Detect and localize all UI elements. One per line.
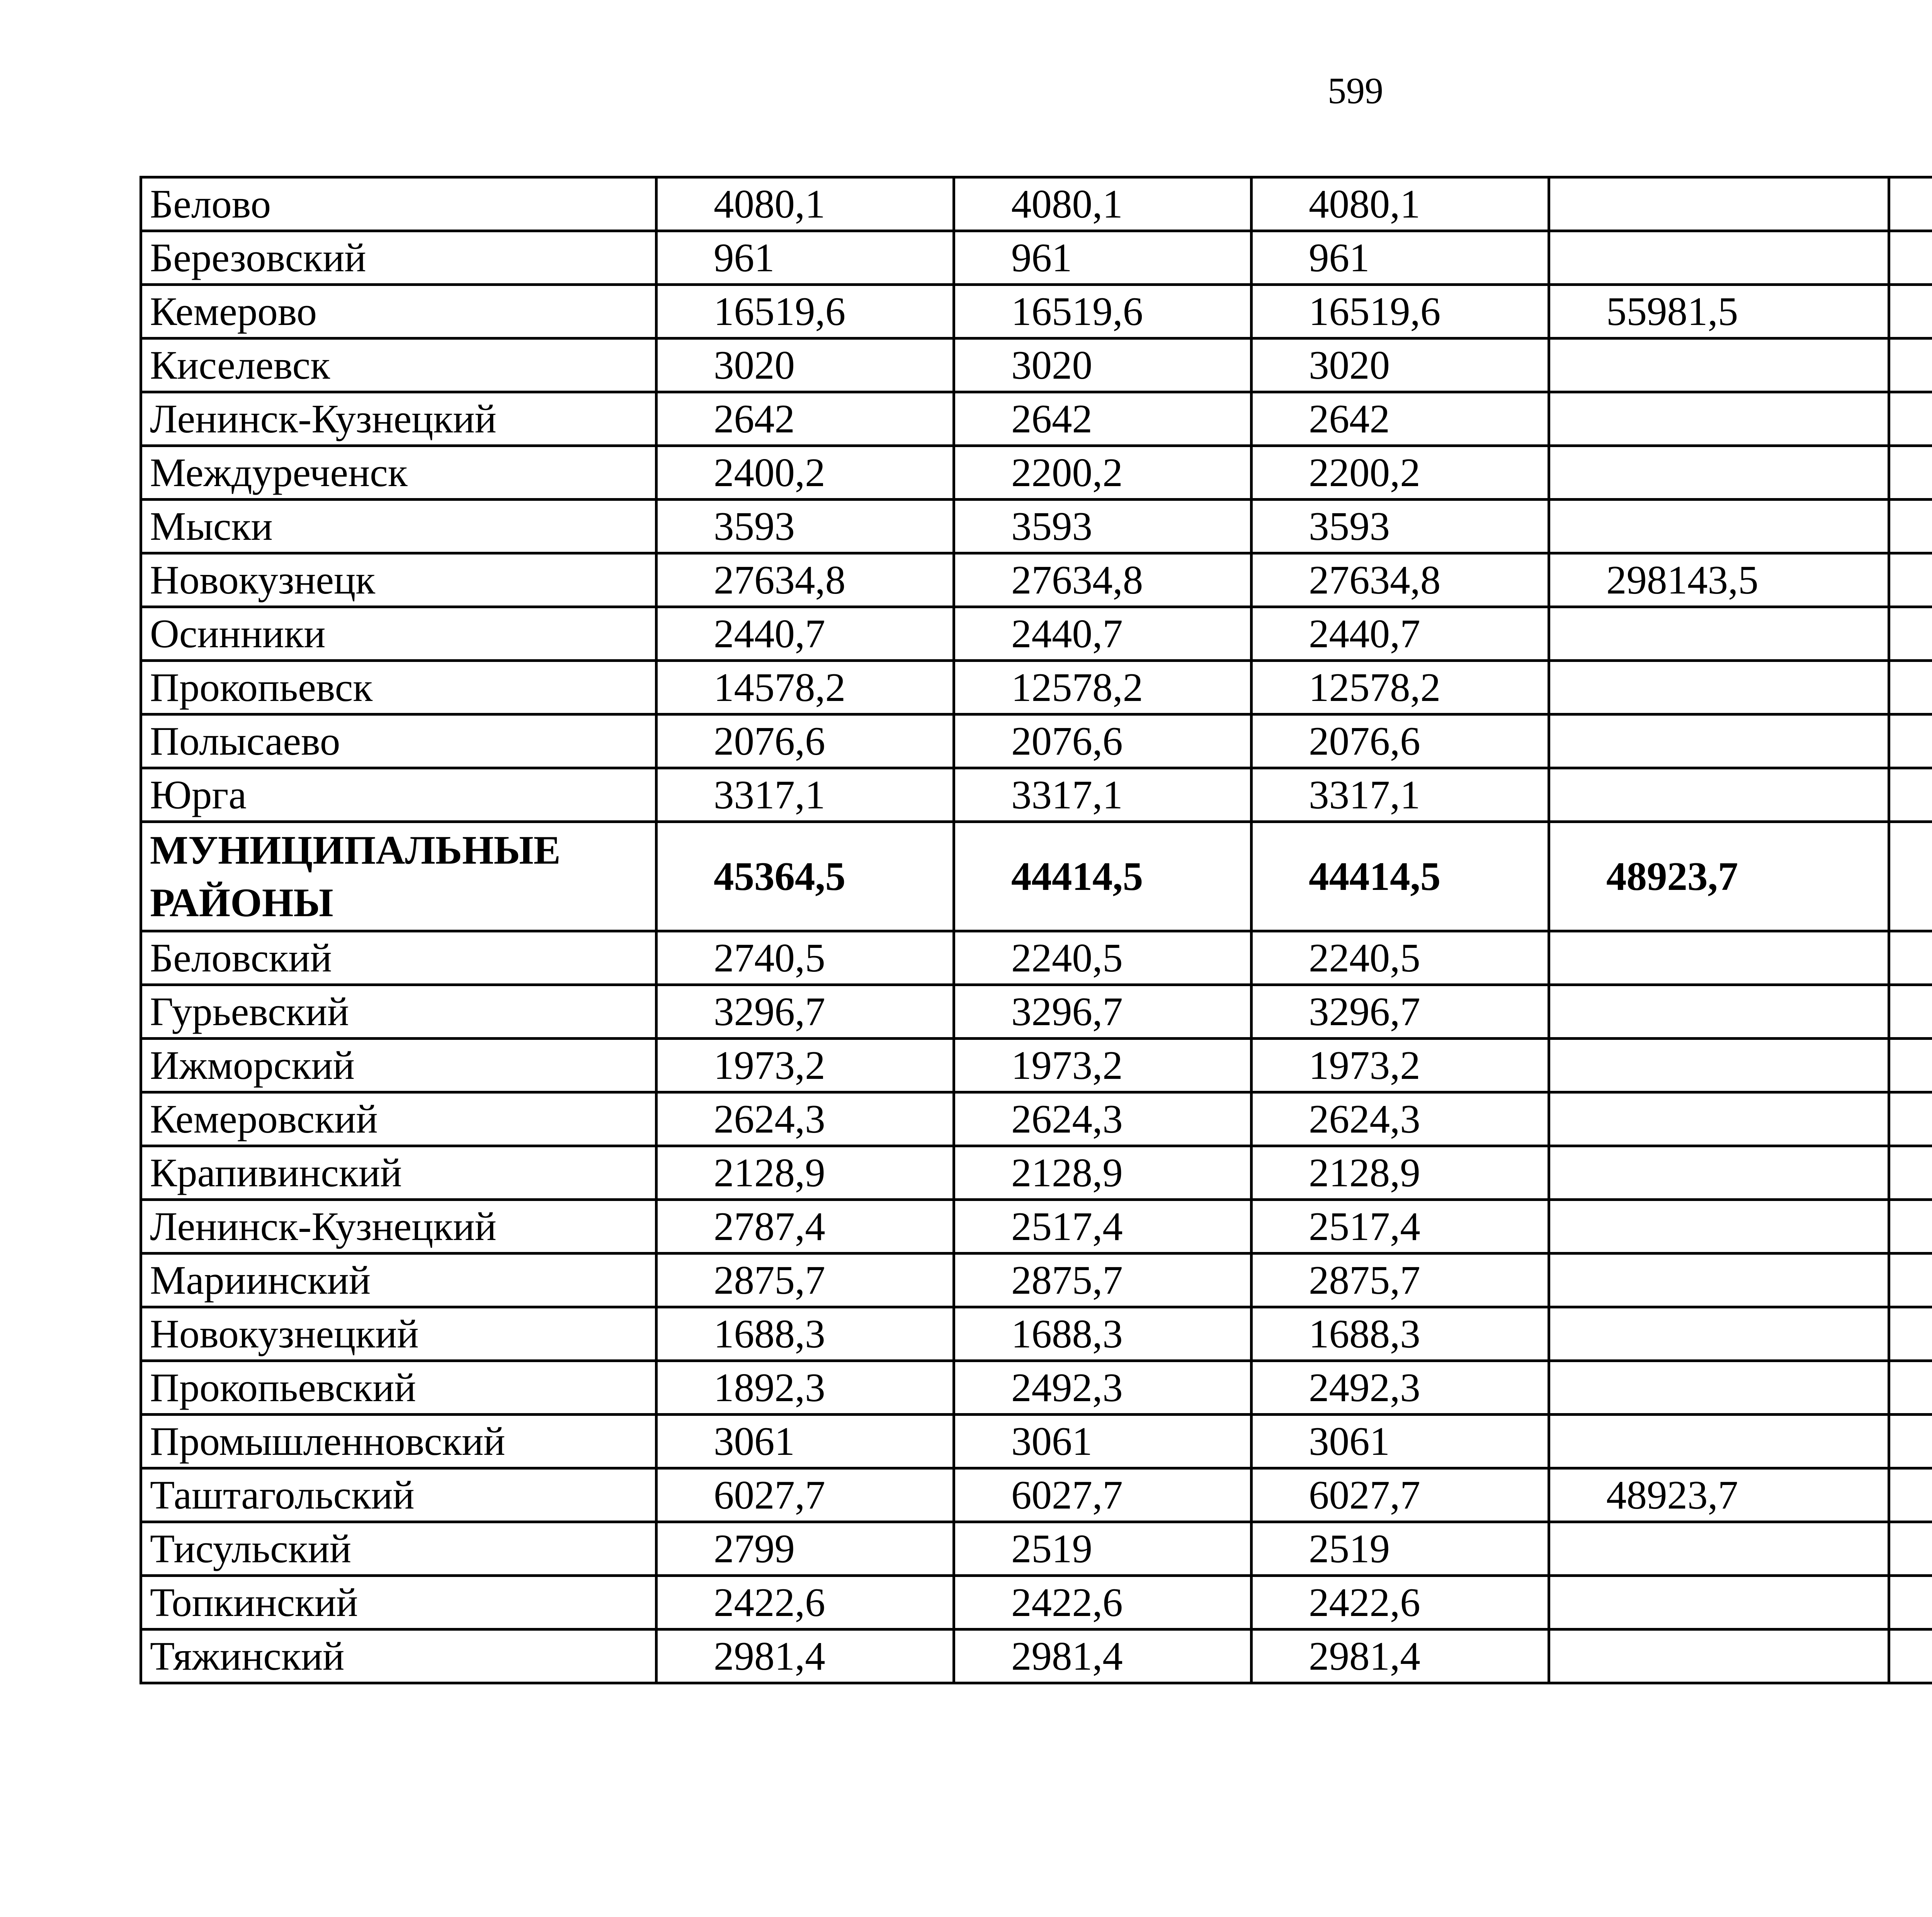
value-cell-col-4 xyxy=(1549,177,1889,231)
value-cell-col-4: 55981,5 xyxy=(1549,285,1889,338)
value-cell-col-1: 3020 xyxy=(656,338,954,392)
value-cell-col-5 xyxy=(1889,500,1932,553)
value-cell-col-4: 48923,7 xyxy=(1549,822,1889,931)
table-row xyxy=(141,553,1932,607)
row-name-cell: МУНИЦИПАЛЬНЫЕ РАЙОНЫ xyxy=(141,822,656,931)
row-name-cell: Междуреченск xyxy=(141,446,656,500)
value-cell-col-4 xyxy=(1549,1630,1889,1683)
value-cell-col-5 xyxy=(1889,1361,1932,1415)
value-cell-col-5 xyxy=(1889,1200,1932,1254)
value-cell-col-2: 961 xyxy=(954,231,1252,285)
value-cell-col-1: 2440,7 xyxy=(656,607,954,661)
value-cell-col-4 xyxy=(1549,1576,1889,1630)
row-name-cell: Мариинский xyxy=(141,1254,656,1307)
table-row xyxy=(141,1522,1932,1576)
value-cell-col-3: 2440,7 xyxy=(1252,607,1549,661)
value-cell-col-3: 3317,1 xyxy=(1252,768,1549,822)
value-cell-col-4 xyxy=(1549,500,1889,553)
value-cell-col-4 xyxy=(1549,1092,1889,1146)
value-cell-col-3: 2517,4 xyxy=(1252,1200,1549,1254)
value-cell-col-4 xyxy=(1549,985,1889,1039)
value-cell-col-1: 2740,5 xyxy=(656,931,954,985)
value-cell-col-1: 1892,3 xyxy=(656,1361,954,1415)
value-cell-col-1: 1973,2 xyxy=(656,1039,954,1092)
value-cell-col-3: 2624,3 xyxy=(1252,1092,1549,1146)
value-cell-col-2: 2422,6 xyxy=(954,1576,1252,1630)
row-name-cell: Киселевск xyxy=(141,338,656,392)
value-cell-col-2: 2200,2 xyxy=(954,446,1252,500)
value-cell-col-4 xyxy=(1549,392,1889,446)
value-cell-col-2: 2240,5 xyxy=(954,931,1252,985)
table-row xyxy=(141,446,1932,500)
value-cell-col-5 xyxy=(1889,1307,1932,1361)
value-cell-col-2: 12578,2 xyxy=(954,661,1252,714)
row-name-cell: Березовский xyxy=(141,231,656,285)
value-cell-col-3: 44414,5 xyxy=(1252,822,1549,931)
value-cell-col-1: 1688,3 xyxy=(656,1307,954,1361)
value-cell-col-1: 4080,1 xyxy=(656,177,954,231)
value-cell-col-3: 2200,2 xyxy=(1252,446,1549,500)
value-cell-col-2: 3061 xyxy=(954,1415,1252,1468)
value-cell-col-5 xyxy=(1889,714,1932,768)
value-cell-col-5 xyxy=(1889,1415,1932,1468)
value-cell-col-2: 27634,8 xyxy=(954,553,1252,607)
table-row xyxy=(141,1307,1932,1361)
table-body xyxy=(141,177,1932,1683)
row-name-cell: Белово xyxy=(141,177,656,231)
value-cell-col-5 xyxy=(1889,1254,1932,1307)
value-cell-col-1: 3317,1 xyxy=(656,768,954,822)
value-cell-col-3: 3020 xyxy=(1252,338,1549,392)
row-name-cell: Ленинск-Кузнецкий xyxy=(141,392,656,446)
value-cell-col-5 xyxy=(1889,661,1932,714)
value-cell-col-2: 3020 xyxy=(954,338,1252,392)
table-row xyxy=(141,607,1932,661)
value-cell-col-1: 16519,6 xyxy=(656,285,954,338)
row-name-cell: Осинники xyxy=(141,607,656,661)
table-row xyxy=(141,931,1932,985)
value-cell-col-2: 2517,4 xyxy=(954,1200,1252,1254)
row-name-cell: Ленинск-Кузнецкий xyxy=(141,1200,656,1254)
row-name-cell: Тисульский xyxy=(141,1522,656,1576)
table-row xyxy=(141,1254,1932,1307)
value-cell-col-1: 2642 xyxy=(656,392,954,446)
value-cell-col-1: 2400,2 xyxy=(656,446,954,500)
value-cell-col-4 xyxy=(1549,661,1889,714)
table-row xyxy=(141,1361,1932,1415)
value-cell-col-2: 2076,6 xyxy=(954,714,1252,768)
value-cell-col-1: 2128,9 xyxy=(656,1146,954,1200)
value-cell-col-1: 2981,4 xyxy=(656,1630,954,1683)
table-row xyxy=(141,1200,1932,1254)
row-name-cell: Прокопьевский xyxy=(141,1361,656,1415)
value-cell-col-4: 48923,7 xyxy=(1549,1468,1889,1522)
row-name-cell: Таштагольский xyxy=(141,1468,656,1522)
value-cell-col-1: 45364,5 xyxy=(656,822,954,931)
value-cell-col-3: 4080,1 xyxy=(1252,177,1549,231)
value-cell-col-3: 961 xyxy=(1252,231,1549,285)
value-cell-col-4 xyxy=(1549,714,1889,768)
value-cell-col-4 xyxy=(1549,931,1889,985)
table-row xyxy=(141,714,1932,768)
row-name-cell: Кемеровский xyxy=(141,1092,656,1146)
value-cell-col-5 xyxy=(1889,177,1932,231)
value-cell-col-3: 2981,4 xyxy=(1252,1630,1549,1683)
table-row xyxy=(141,285,1932,338)
row-name-cell: Юрга xyxy=(141,768,656,822)
value-cell-col-4: 298143,5 xyxy=(1549,553,1889,607)
value-cell-col-4 xyxy=(1549,1522,1889,1576)
row-name-cell: Крапивинский xyxy=(141,1146,656,1200)
value-cell-col-5 xyxy=(1889,1522,1932,1576)
value-cell-col-2: 4080,1 xyxy=(954,177,1252,231)
row-name-cell: Кемерово xyxy=(141,285,656,338)
table-row xyxy=(141,661,1932,714)
table-row-section-total xyxy=(141,822,1932,931)
value-cell-col-2: 2440,7 xyxy=(954,607,1252,661)
value-cell-col-2: 2492,3 xyxy=(954,1361,1252,1415)
table-row xyxy=(141,231,1932,285)
data-table xyxy=(139,176,1932,1684)
value-cell-col-3: 6027,7 xyxy=(1252,1468,1549,1522)
row-name-cell: Ижморский xyxy=(141,1039,656,1092)
value-cell-col-4 xyxy=(1549,231,1889,285)
value-cell-col-2: 3296,7 xyxy=(954,985,1252,1039)
value-cell-col-4 xyxy=(1549,768,1889,822)
value-cell-col-5 xyxy=(1889,1146,1932,1200)
value-cell-col-5 xyxy=(1889,985,1932,1039)
value-cell-col-1: 2875,7 xyxy=(656,1254,954,1307)
value-cell-col-2: 2875,7 xyxy=(954,1254,1252,1307)
value-cell-col-5 xyxy=(1889,931,1932,985)
table-row xyxy=(141,1146,1932,1200)
value-cell-col-5 xyxy=(1889,553,1932,607)
table-row xyxy=(141,1039,1932,1092)
value-cell-col-1: 3296,7 xyxy=(656,985,954,1039)
table-row xyxy=(141,500,1932,553)
value-cell-col-5 xyxy=(1889,607,1932,661)
value-cell-col-3: 12578,2 xyxy=(1252,661,1549,714)
value-cell-col-4 xyxy=(1549,338,1889,392)
table-row xyxy=(141,768,1932,822)
value-cell-col-3: 2128,9 xyxy=(1252,1146,1549,1200)
value-cell-col-2: 1973,2 xyxy=(954,1039,1252,1092)
value-cell-col-2: 6027,7 xyxy=(954,1468,1252,1522)
row-name-cell: Полысаево xyxy=(141,714,656,768)
value-cell-col-1: 2422,6 xyxy=(656,1576,954,1630)
value-cell-col-2: 2642 xyxy=(954,392,1252,446)
table-row xyxy=(141,1415,1932,1468)
value-cell-col-5 xyxy=(1889,338,1932,392)
row-name-cell: Топкинский xyxy=(141,1576,656,1630)
value-cell-col-2: 44414,5 xyxy=(954,822,1252,931)
value-cell-col-5 xyxy=(1889,1576,1932,1630)
value-cell-col-4 xyxy=(1549,1200,1889,1254)
value-cell-col-1: 2799 xyxy=(656,1522,954,1576)
value-cell-col-3: 2076,6 xyxy=(1252,714,1549,768)
table-row xyxy=(141,338,1932,392)
value-cell-col-3: 3593 xyxy=(1252,500,1549,553)
value-cell-col-2: 2519 xyxy=(954,1522,1252,1576)
value-cell-col-5 xyxy=(1889,285,1932,338)
value-cell-col-4 xyxy=(1549,1415,1889,1468)
value-cell-col-3: 2875,7 xyxy=(1252,1254,1549,1307)
value-cell-col-3: 1973,2 xyxy=(1252,1039,1549,1092)
value-cell-col-5 xyxy=(1889,1468,1932,1522)
row-name-cell: Беловский xyxy=(141,931,656,985)
value-cell-col-5 xyxy=(1889,392,1932,446)
value-cell-col-1: 3593 xyxy=(656,500,954,553)
value-cell-col-2: 1688,3 xyxy=(954,1307,1252,1361)
value-cell-col-5 xyxy=(1889,1092,1932,1146)
value-cell-col-4 xyxy=(1549,1039,1889,1092)
row-name-cell: Гурьевский xyxy=(141,985,656,1039)
row-name-cell: Мыски xyxy=(141,500,656,553)
row-name-cell: Тяжинский xyxy=(141,1630,656,1683)
value-cell-col-1: 6027,7 xyxy=(656,1468,954,1522)
row-name-cell: Новокузнецкий xyxy=(141,1307,656,1361)
value-cell-col-3: 2422,6 xyxy=(1252,1576,1549,1630)
value-cell-col-5 xyxy=(1889,231,1932,285)
value-cell-col-1: 2624,3 xyxy=(656,1092,954,1146)
value-cell-col-3: 2642 xyxy=(1252,392,1549,446)
value-cell-col-5 xyxy=(1889,1630,1932,1683)
value-cell-col-1: 3061 xyxy=(656,1415,954,1468)
value-cell-col-4 xyxy=(1549,607,1889,661)
value-cell-col-4 xyxy=(1549,1307,1889,1361)
table-row xyxy=(141,177,1932,231)
value-cell-col-5 xyxy=(1889,446,1932,500)
value-cell-col-4 xyxy=(1549,1361,1889,1415)
table-row xyxy=(141,1630,1932,1683)
page-number: 599 xyxy=(1328,70,1383,111)
value-cell-col-4 xyxy=(1549,446,1889,500)
value-cell-col-3: 1688,3 xyxy=(1252,1307,1549,1361)
value-cell-col-3: 2240,5 xyxy=(1252,931,1549,985)
value-cell-col-2: 2128,9 xyxy=(954,1146,1252,1200)
value-cell-col-3: 2519 xyxy=(1252,1522,1549,1576)
value-cell-col-1: 27634,8 xyxy=(656,553,954,607)
table-row xyxy=(141,1092,1932,1146)
value-cell-col-3: 3296,7 xyxy=(1252,985,1549,1039)
value-cell-col-1: 2787,4 xyxy=(656,1200,954,1254)
value-cell-col-5 xyxy=(1889,822,1932,931)
table-row xyxy=(141,985,1932,1039)
value-cell-col-2: 3317,1 xyxy=(954,768,1252,822)
value-cell-col-2: 16519,6 xyxy=(954,285,1252,338)
value-cell-col-1: 2076,6 xyxy=(656,714,954,768)
value-cell-col-2: 2624,3 xyxy=(954,1092,1252,1146)
value-cell-col-3: 2492,3 xyxy=(1252,1361,1549,1415)
value-cell-col-4 xyxy=(1549,1254,1889,1307)
value-cell-col-4 xyxy=(1549,1146,1889,1200)
value-cell-col-3: 3061 xyxy=(1252,1415,1549,1468)
value-cell-col-2: 2981,4 xyxy=(954,1630,1252,1683)
value-cell-col-5 xyxy=(1889,768,1932,822)
row-name-cell: Прокопьевск xyxy=(141,661,656,714)
value-cell-col-5 xyxy=(1889,1039,1932,1092)
value-cell-col-1: 14578,2 xyxy=(656,661,954,714)
value-cell-col-3: 27634,8 xyxy=(1252,553,1549,607)
table-row xyxy=(141,1576,1932,1630)
row-name-cell: Промышленновский xyxy=(141,1415,656,1468)
value-cell-col-1: 961 xyxy=(656,231,954,285)
table-row xyxy=(141,1468,1932,1522)
table-row xyxy=(141,392,1932,446)
row-name-cell: Новокузнецк xyxy=(141,553,656,607)
value-cell-col-2: 3593 xyxy=(954,500,1252,553)
value-cell-col-3: 16519,6 xyxy=(1252,285,1549,338)
